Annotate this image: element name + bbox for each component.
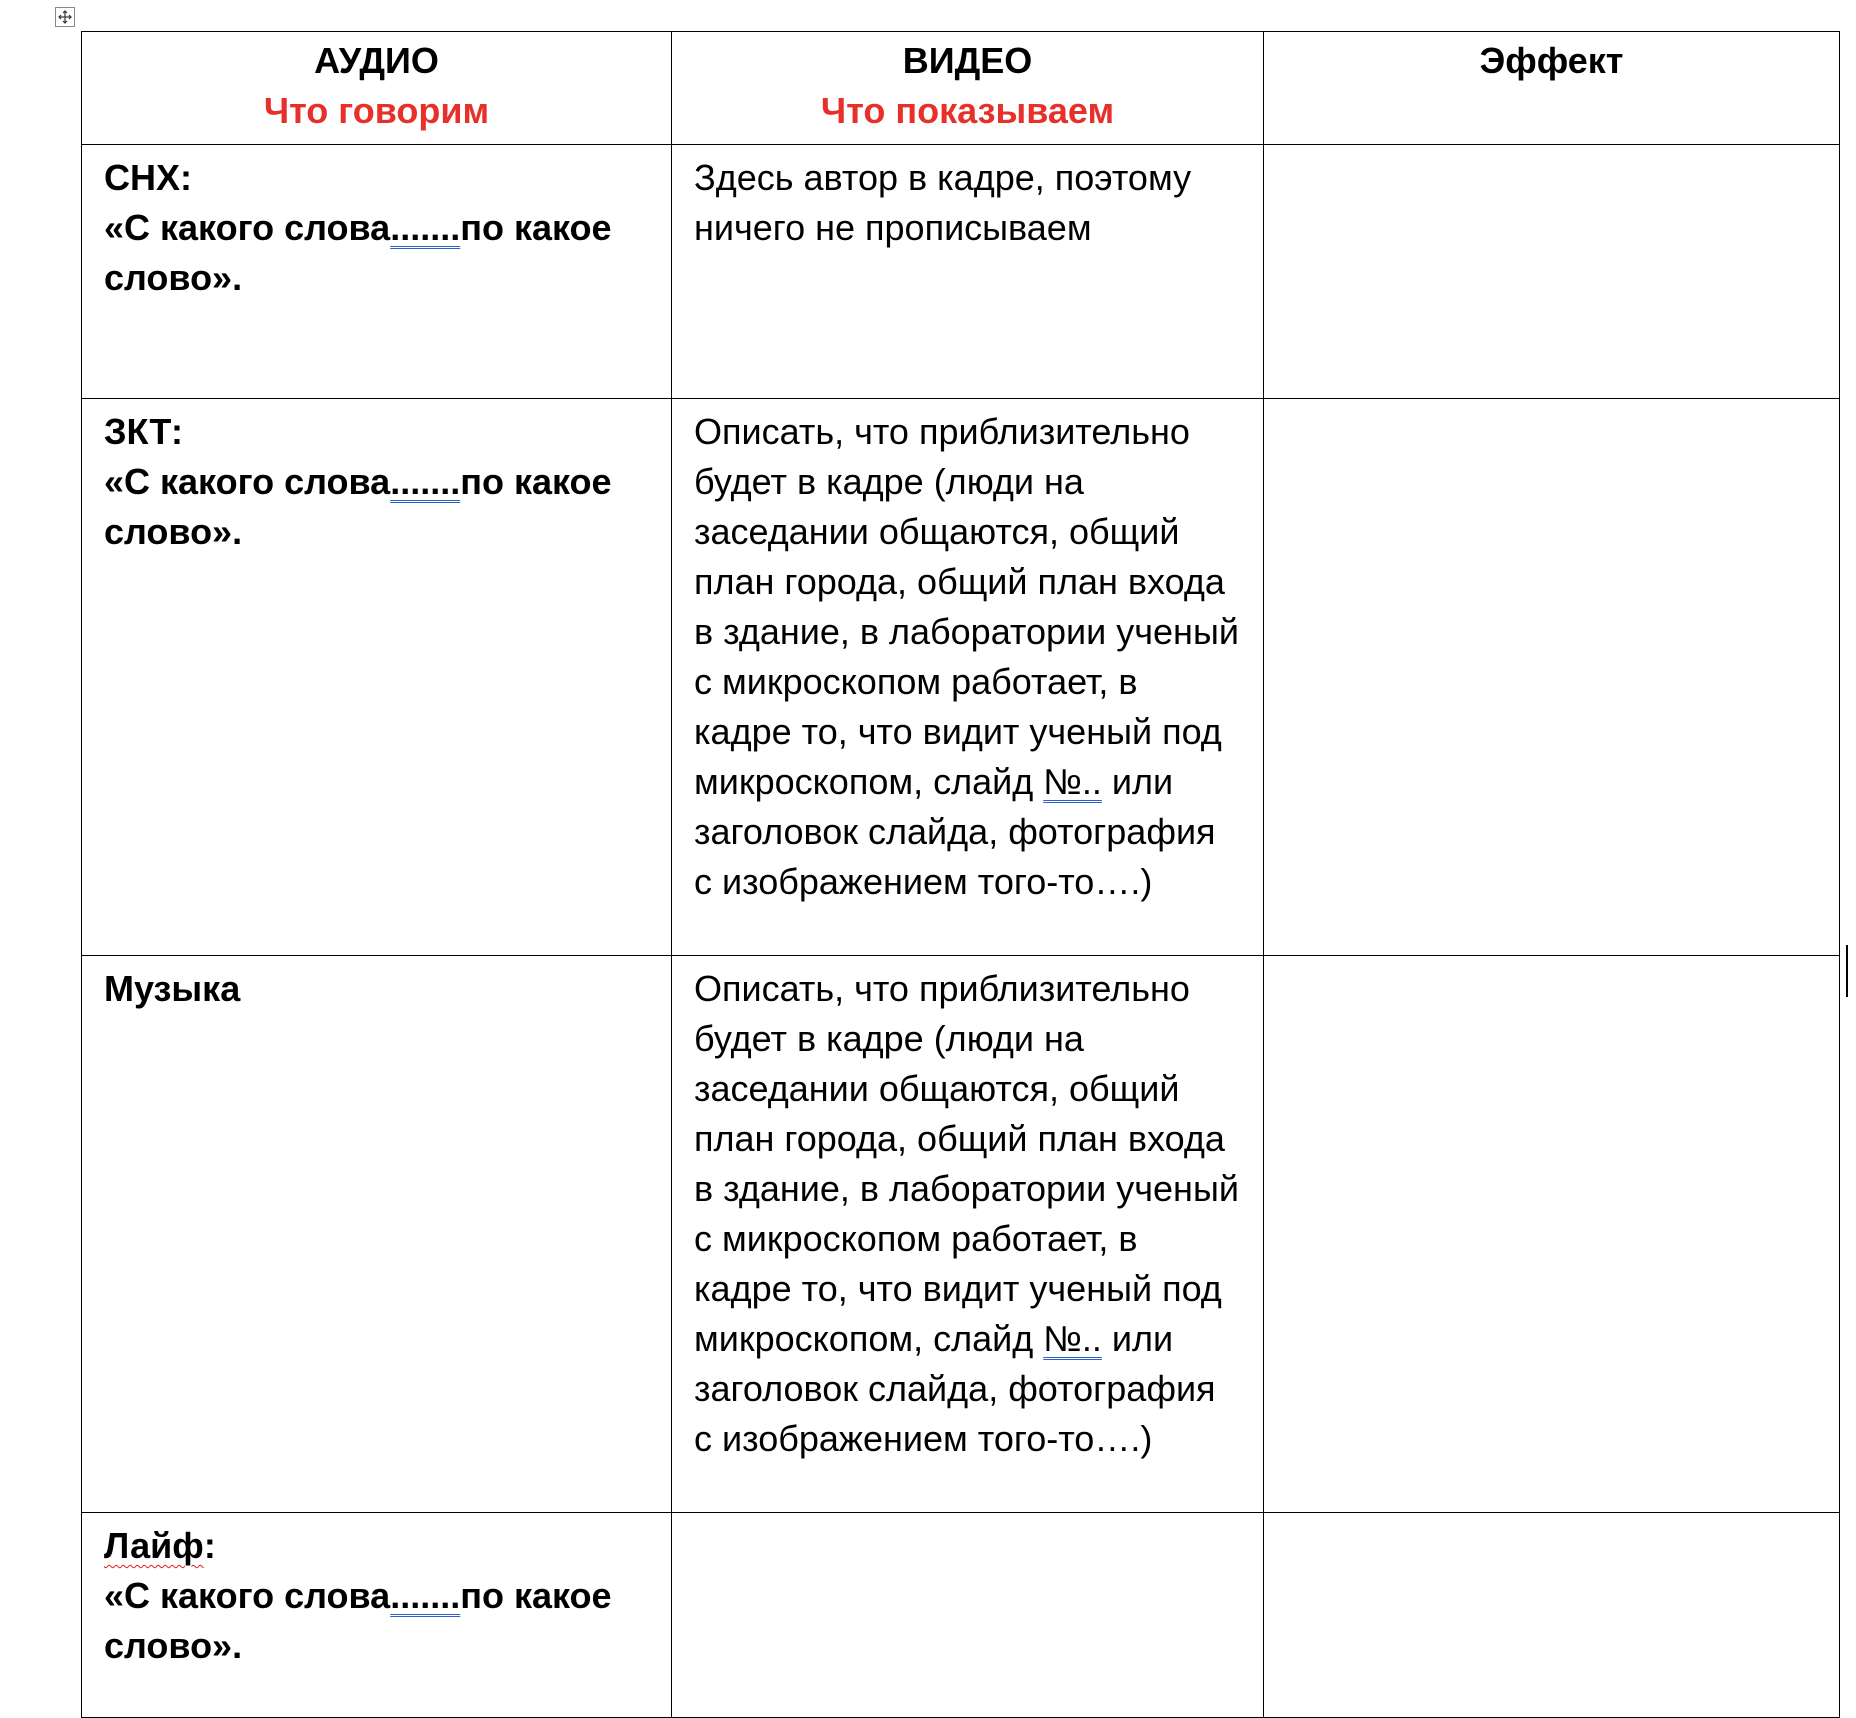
audio-label: СНХ: bbox=[104, 157, 192, 198]
video-cell[interactable] bbox=[672, 956, 1264, 1513]
audio-cell[interactable] bbox=[82, 956, 672, 1513]
video-text-after: или заголовок слайда, фотография с изображением того-то….) bbox=[694, 761, 1216, 902]
table-row bbox=[82, 1513, 1840, 1718]
header-effect-title: Эффект bbox=[1479, 40, 1624, 81]
text-cursor bbox=[1846, 945, 1848, 997]
header-video-subtitle: Что показываем bbox=[820, 90, 1115, 131]
grammar-mark: ....... bbox=[390, 1575, 461, 1616]
audio-label-wrap bbox=[104, 1521, 649, 1571]
table-move-handle[interactable] bbox=[55, 7, 75, 27]
video-text: Здесь автор в кадре, поэтому ничего не прописываем bbox=[694, 157, 1192, 248]
audio-quote-start: «С какого слова bbox=[104, 1575, 391, 1616]
audio-quote-end: по какое слово». bbox=[104, 461, 612, 552]
header-audio[interactable] bbox=[82, 32, 672, 145]
grammar-mark: ....... bbox=[390, 207, 461, 248]
audio-cell[interactable] bbox=[82, 399, 672, 956]
video-cell[interactable] bbox=[672, 399, 1264, 956]
table-row bbox=[82, 145, 1840, 399]
header-effect[interactable] bbox=[1264, 32, 1840, 145]
video-text-before: Описать, что приблизительно будет в кадре (люди на заседании общаются, общий план города, общий план входа в здание, в лаборатории ученый с микроскопом работает, в кадре то, что видит ученый под микроскопом, слайд bbox=[694, 968, 1239, 1359]
header-row bbox=[82, 32, 1840, 145]
header-audio-title: АУДИО bbox=[314, 40, 439, 81]
table-row bbox=[82, 956, 1840, 1513]
move-icon bbox=[58, 10, 72, 24]
audio-quote-end: по какое слово». bbox=[104, 1575, 612, 1666]
header-video[interactable] bbox=[672, 32, 1264, 145]
audio-quote-start: «С какого слова bbox=[104, 207, 391, 248]
video-cell[interactable] bbox=[672, 145, 1264, 399]
effect-cell[interactable] bbox=[1264, 956, 1840, 1513]
audio-quote-start: «С какого слова bbox=[104, 461, 391, 502]
spellcheck-mark: Лайф bbox=[104, 1525, 204, 1566]
grammar-mark: ....... bbox=[390, 461, 461, 502]
video-cell[interactable] bbox=[672, 1513, 1264, 1718]
effect-cell[interactable] bbox=[1264, 145, 1840, 399]
grammar-mark: №.. bbox=[1043, 761, 1102, 802]
effect-cell[interactable] bbox=[1264, 1513, 1840, 1718]
video-text-before: Описать, что приблизительно будет в кадре (люди на заседании общаются, общий план города, общий план входа в здание, в лаборатории ученый с микроскопом работает, в кадре то, что видит ученый под микроскопом, слайд bbox=[694, 411, 1239, 802]
audio-quote-end: по какое слово». bbox=[104, 207, 612, 298]
header-video-title: ВИДЕО bbox=[902, 40, 1033, 81]
table-row bbox=[82, 399, 1840, 956]
audio-label: ЗКТ: bbox=[104, 411, 183, 452]
audio-cell[interactable] bbox=[82, 1513, 672, 1718]
video-text-after: или заголовок слайда, фотография с изображением того-то….) bbox=[694, 1318, 1216, 1459]
effect-cell[interactable] bbox=[1264, 399, 1840, 956]
audio-cell[interactable] bbox=[82, 145, 672, 399]
audio-label: Музыка bbox=[104, 968, 241, 1009]
script-table bbox=[81, 31, 1840, 1718]
header-audio-subtitle: Что говорим bbox=[263, 90, 490, 131]
grammar-mark: №.. bbox=[1043, 1318, 1102, 1359]
audio-label-suffix: : bbox=[203, 1525, 216, 1566]
